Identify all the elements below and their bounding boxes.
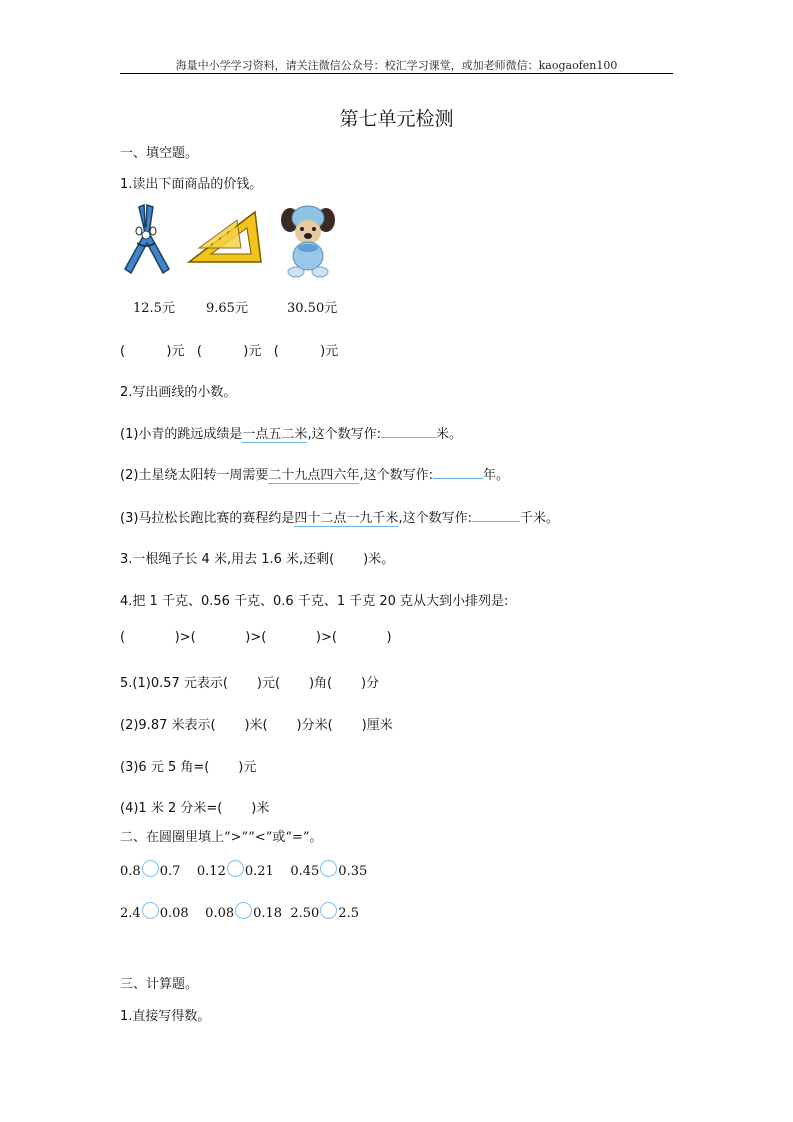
pliers-icon bbox=[117, 203, 173, 275]
compare-circle[interactable] bbox=[235, 902, 252, 919]
q5-item-3: (3)6 元 5 角=( )元 bbox=[120, 760, 257, 775]
section1-title: 一、填空题。 bbox=[120, 146, 199, 161]
section3-title: 三、计算题。 bbox=[120, 977, 199, 992]
answer-blank[interactable] bbox=[472, 520, 520, 522]
price-pliers: 12.5元 bbox=[133, 301, 175, 316]
q1-answer-line: ( )元 ( )元 ( )元 bbox=[120, 344, 339, 359]
q3-text: 3.一根绳子长 4 米,用去 1.6 米,还剩( )米。 bbox=[120, 552, 395, 567]
section3-q1: 1.直接写得数。 bbox=[120, 1009, 211, 1024]
compare-row-1: 0.8 0.7 0.12 0.21 0.45 0.35 bbox=[120, 860, 367, 879]
compare-circle[interactable] bbox=[320, 860, 337, 877]
compare-circle[interactable] bbox=[142, 860, 159, 877]
q5-item-2: (2)9.87 米表示( )米( )分米( )厘米 bbox=[120, 718, 393, 733]
price-set-square: 9.65元 bbox=[206, 301, 248, 316]
section2-title: 二、在圆圈里填上“>”“<”或“=”。 bbox=[120, 830, 323, 845]
q4-text: 4.把 1 千克、0.56 千克、0.6 千克、1 千克 20 克从大到小排列是: bbox=[120, 594, 509, 609]
answer-blank[interactable] bbox=[433, 477, 483, 479]
page-title: 第七单元检测 bbox=[339, 108, 454, 130]
q2-item-3: (3)马拉松长跑比赛的赛程约是四十二点一九千米,这个数写作: 千米。 bbox=[120, 511, 559, 526]
page-header: 海量中小学学习资料，请关注微信公众号：校汇学习课堂，或加老师微信：kaogaofen100 bbox=[175, 59, 618, 72]
q2-title: 2.写出画线的小数。 bbox=[120, 385, 237, 400]
header-rule bbox=[120, 73, 673, 74]
q1-title: 1.读出下面商品的价钱。 bbox=[120, 177, 263, 192]
answer-blank[interactable] bbox=[381, 436, 436, 438]
compare-row-2: 2.4 0.08 0.08 0.18 2.50 2.5 bbox=[120, 902, 359, 921]
q2-item-1: (1)小青的跳远成绩是一点五二米,这个数写作: 米。 bbox=[120, 427, 462, 442]
underlined-number: 四十二点一九千米 bbox=[294, 511, 399, 526]
set-square-icon bbox=[185, 208, 267, 266]
price-toy-dog: 30.50元 bbox=[287, 301, 338, 316]
compare-circle[interactable] bbox=[227, 860, 244, 877]
toy-dog-icon bbox=[278, 200, 338, 280]
underlined-number: 二十九点四六年 bbox=[268, 468, 360, 483]
q5-item-1: 5.(1)0.57 元表示( )元( )角( )分 bbox=[120, 676, 380, 691]
q5-item-4: (4)1 米 2 分米=( )米 bbox=[120, 801, 270, 816]
underlined-number: 一点五二米 bbox=[242, 427, 308, 442]
compare-circle[interactable] bbox=[142, 902, 159, 919]
compare-circle[interactable] bbox=[320, 902, 337, 919]
q2-item-2: (2)土星绕太阳转一周需要二十九点四六年,这个数写作: 年。 bbox=[120, 468, 509, 483]
q4-answer-line: ( )>( )>( )>( ) bbox=[120, 630, 392, 645]
